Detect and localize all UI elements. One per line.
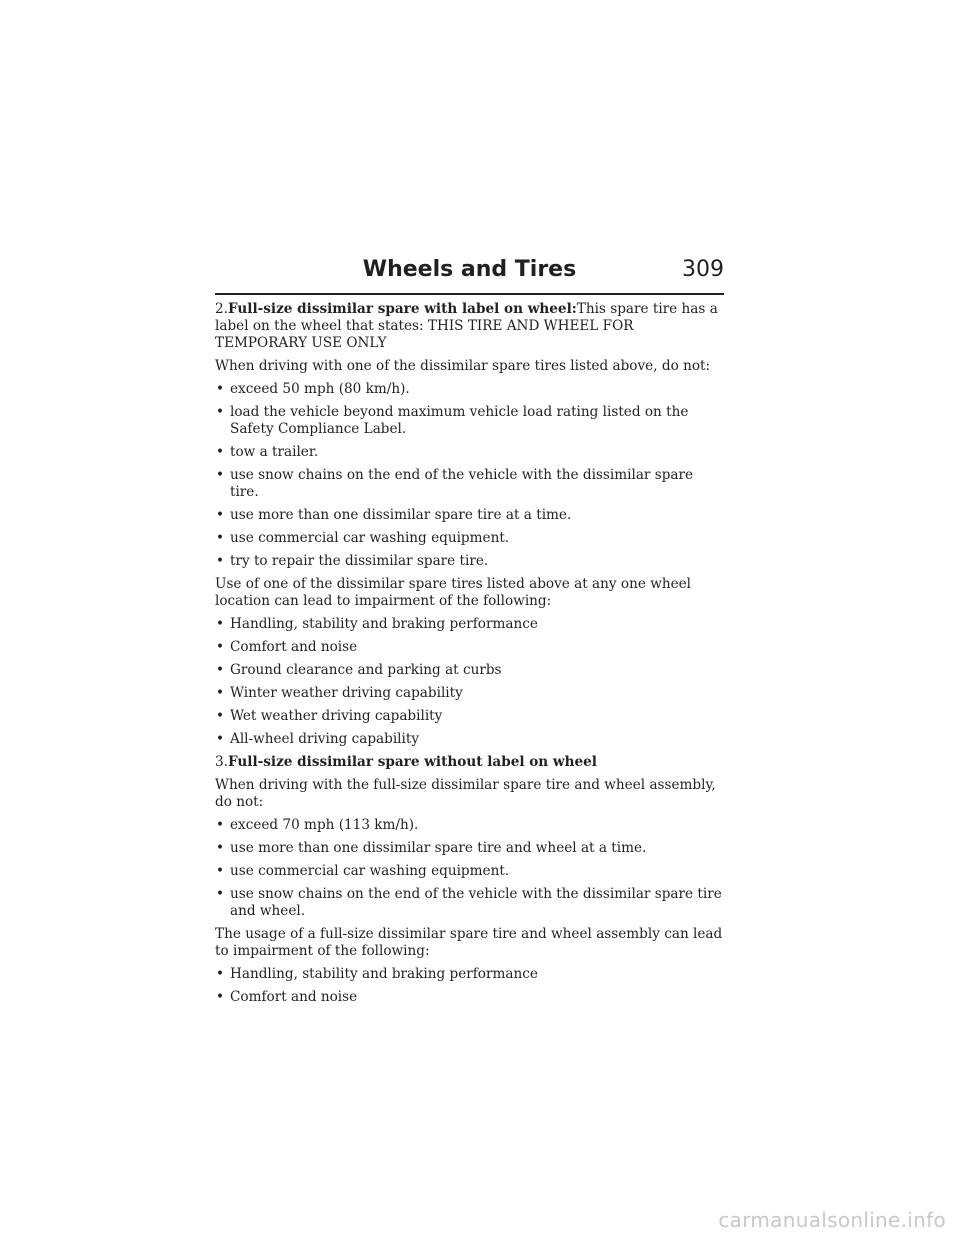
page-header	[215, 256, 724, 296]
intro-paragraph-4: The usage of a full-size dissimilar spare tire and wheel assembly can lead to impairment of the following:	[215, 926, 723, 959]
list-item-text: tow a trailer.	[230, 444, 319, 460]
list-item	[215, 966, 725, 983]
bullet-icon: •	[216, 863, 225, 879]
intro-paragraph-3: When driving with the full-size dissimilar spare tire and wheel assembly, do not:	[215, 777, 716, 810]
section-2-heading: Full-size dissimilar spare with label on wheel:	[227, 301, 577, 317]
list-item-text: Winter weather driving capability	[230, 685, 463, 701]
list-item	[215, 616, 725, 633]
list-item	[215, 662, 725, 679]
bullet-icon: •	[216, 840, 225, 856]
list-item-text: All-wheel driving capability	[230, 731, 420, 747]
page-number: 309	[682, 257, 724, 282]
list-item-text: use commercial car washing equipment.	[230, 530, 510, 546]
list-item-text: use snow chains on the end of the vehicle with the dissimilar spare tire.	[230, 467, 694, 500]
list-item-text: use snow chains on the end of the vehicle with the dissimilar spare tire and wheel.	[230, 886, 722, 919]
bullet-icon: •	[216, 553, 225, 569]
list-item	[215, 507, 725, 524]
list-item	[215, 381, 725, 398]
bullet-icon: •	[216, 685, 225, 701]
list-item-text: use more than one dissimilar spare tire and wheel at a time.	[230, 840, 647, 856]
bullet-icon: •	[216, 381, 225, 397]
page-content	[215, 301, 725, 1012]
list-item-text: Ground clearance and parking at curbs	[230, 662, 502, 678]
list-item-text: load the vehicle beyond maximum vehicle load rating listed on the Safety Compliance Label.	[230, 404, 689, 437]
list-item-text: exceed 50 mph (80 km/h).	[230, 381, 410, 397]
list-item	[215, 886, 725, 920]
bullet-icon: •	[216, 444, 225, 460]
section-title: Wheels and Tires	[362, 257, 577, 282]
bullet-icon: •	[216, 404, 225, 420]
list-item-text: Handling, stability and braking performance	[230, 616, 538, 632]
list-item	[215, 708, 725, 725]
bullet-icon: •	[216, 530, 225, 546]
bullet-icon: •	[216, 708, 225, 724]
list-item-text: Handling, stability and braking performance	[230, 966, 538, 982]
list-item-text: Comfort and noise	[230, 639, 358, 655]
list-item	[215, 444, 725, 461]
header-rule	[215, 293, 724, 295]
bullet-icon: •	[216, 616, 225, 632]
list-item	[215, 989, 725, 1006]
bullet-icon: •	[216, 507, 225, 523]
list-item	[215, 553, 725, 570]
list-item	[215, 817, 725, 834]
watermark: carmanualsonline.info	[718, 1208, 946, 1232]
section-2-text: This spare tire has a label on the wheel that states: THIS TIRE AND WHEEL FOR TEMPORARY USE ONLY	[215, 301, 718, 351]
list-item-text: use more than one dissimilar spare tire at a time.	[230, 507, 572, 523]
section-2-paragraph	[215, 301, 725, 352]
intro-paragraph-1: When driving with one of the dissimilar spare tires listed above, do not:	[215, 358, 711, 374]
bullet-icon: •	[216, 639, 225, 655]
list-item-text: try to repair the dissimilar spare tire.	[230, 553, 489, 569]
bullet-icon: •	[216, 662, 225, 678]
list-item	[215, 404, 725, 438]
list-item-text: Comfort and noise	[230, 989, 358, 1005]
bullet-icon: •	[216, 966, 225, 982]
list-item-text: Wet weather driving capability	[230, 708, 443, 724]
list-item	[215, 467, 725, 501]
list-item	[215, 639, 725, 656]
section-3-paragraph	[215, 754, 725, 771]
list-item	[215, 530, 725, 547]
list-item-text: use commercial car washing equipment.	[230, 863, 510, 879]
bullet-icon: •	[216, 817, 225, 833]
intro-paragraph-2: Use of one of the dissimilar spare tires listed above at any one wheel location can lead to impairment of the following:	[215, 576, 692, 609]
bullet-icon: •	[216, 467, 225, 483]
bullet-icon: •	[216, 989, 225, 1005]
list-item	[215, 685, 725, 702]
bullet-icon: •	[216, 731, 225, 747]
section-2-number: 2.	[215, 301, 228, 317]
section-3-number: 3.	[215, 754, 228, 770]
section-3-heading: Full-size dissimilar spare without label on wheel	[227, 754, 597, 770]
list-item	[215, 840, 725, 857]
list-item	[215, 731, 725, 748]
bullet-icon: •	[216, 886, 225, 902]
list-item-text: exceed 70 mph (113 km/h).	[230, 817, 419, 833]
list-item	[215, 863, 725, 880]
